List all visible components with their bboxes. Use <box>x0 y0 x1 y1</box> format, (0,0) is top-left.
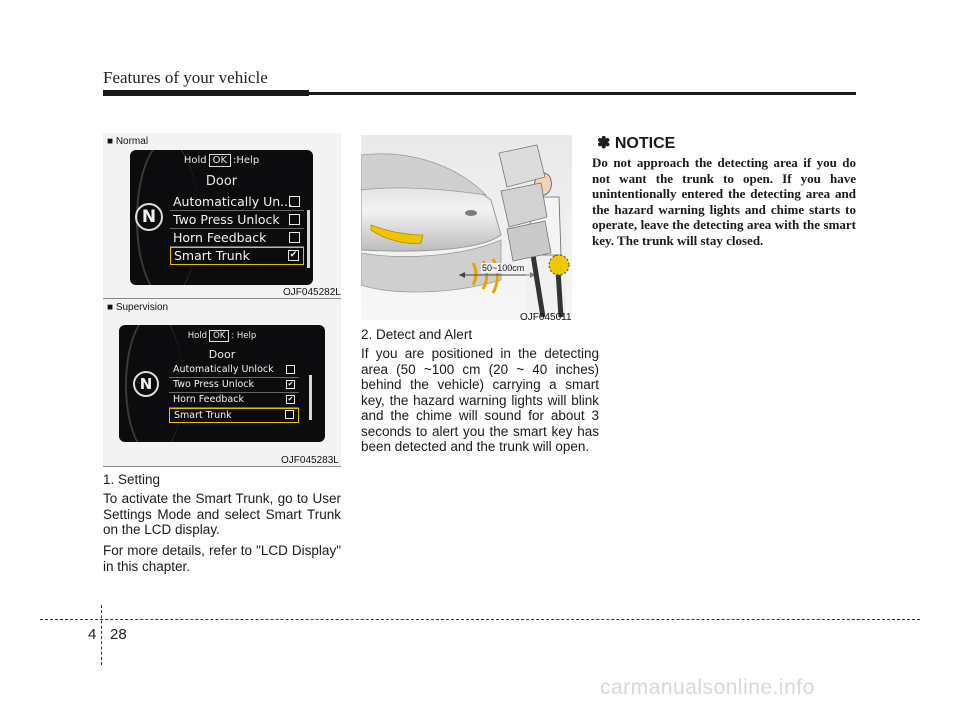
lcd-menu-item-selected <box>170 247 304 265</box>
section-heading-detect-alert: 2. Detect and Alert <box>361 327 473 342</box>
figure-code-supervision: OJF045283L <box>281 455 339 466</box>
chapter-number: 4 <box>88 626 97 643</box>
lcd-menu-item-label: Horn Feedback <box>173 230 267 245</box>
hold-prefix: Hold <box>183 155 207 166</box>
gear-n-icon: N <box>135 203 163 231</box>
checkbox-checked-icon: ✔ <box>289 250 298 260</box>
figure-label-supervision: ■ Supervision <box>107 302 169 313</box>
lcd-menu-item <box>170 193 304 211</box>
checkbox-checked-icon: ✔ <box>287 380 294 388</box>
lcd-scrollbar <box>309 375 312 420</box>
footer-dashed-rule <box>40 619 920 620</box>
hold-suffix: : Help <box>231 331 257 341</box>
lcd-menu-item-label: Two Press Unlock <box>173 212 280 227</box>
notice-text: Do not approach the detecting area if you do not want the trunk to open. If you have unintentionally entered the detecting area and the hazard warning lights and chime starts to operate, leave the detecting area with the smart key. The trunk will stay closed. <box>592 155 856 248</box>
section-heading-setting: 1. Setting <box>103 472 161 487</box>
setting-paragraph-2: For more details, refer to "LCD Display" in this chapter. <box>103 543 341 574</box>
lcd-menu-item-label: Smart Trunk <box>174 248 250 263</box>
hold-prefix: Hold <box>187 331 208 341</box>
lcd-hold-help <box>130 154 313 167</box>
header-rule-accent <box>103 90 309 96</box>
lcd-display-normal <box>130 150 313 285</box>
lcd-menu-item-selected <box>169 408 299 423</box>
lcd-menu-list <box>169 363 299 423</box>
lcd-hold-help <box>119 330 325 342</box>
lcd-menu-item-label: Smart Trunk <box>174 410 232 421</box>
notice-heading: ✽ NOTICE <box>597 135 676 152</box>
watermark: carmanualsonline.info <box>600 676 815 699</box>
lcd-menu-item-label: Automatically Un... <box>173 194 293 209</box>
lcd-display-supervision <box>119 325 325 442</box>
lcd-menu-item <box>169 393 299 408</box>
gear-n-icon: N <box>133 371 159 397</box>
smart-trunk-illustration <box>361 135 572 320</box>
lcd-menu-item-label: Automatically Unlock <box>173 364 274 375</box>
distance-label: 50~100cm <box>482 263 525 273</box>
car-rear-illustration <box>361 135 572 320</box>
lcd-menu-item <box>169 363 299 378</box>
detect-alert-paragraph: If you are positioned in the detecting area (50 ~100 cm (20 ~ 40 inches) behind the vehicle) carrying a smart key, the hazard warning lights will blink and the chime will sound for about 3 seconds to alert you the smart key has been detected and the trunk will open. <box>361 346 599 454</box>
lcd-menu-item-label: Two Press Unlock <box>173 379 255 390</box>
footer-dashed-divider <box>101 605 102 665</box>
lcd-menu-title: Door <box>208 348 236 361</box>
lcd-menu-item <box>169 378 299 393</box>
setting-paragraph-1: To activate the Smart Trunk, go to User Settings Mode and select Smart Trunk on the LCD display. <box>103 491 341 537</box>
checkbox-icon <box>285 410 294 419</box>
figure-label-normal: ■ Normal <box>107 136 149 147</box>
lcd-menu-list <box>170 193 304 265</box>
checkbox-icon <box>289 232 300 243</box>
hold-suffix: :Help <box>233 155 260 166</box>
lcd-menu-item <box>170 211 304 229</box>
checkbox-checked-icon: ✔ <box>287 395 294 403</box>
lcd-scrollbar <box>307 210 310 268</box>
checkbox-icon <box>289 196 300 207</box>
figure-code-illustration: OJF045011 <box>520 312 572 323</box>
checkbox-icon <box>289 214 300 225</box>
lcd-menu-item-label: Horn Feedback <box>173 394 244 405</box>
ok-key-icon: OK <box>209 154 231 167</box>
page-header-title: Features of your vehicle <box>103 68 268 87</box>
lcd-menu-title: Door <box>205 174 238 189</box>
checkbox-icon <box>286 365 295 374</box>
ok-key-icon: OK <box>209 330 229 342</box>
figure-code-normal: OJF045282L <box>283 287 341 298</box>
lcd-menu-item <box>170 229 304 247</box>
page-number: 28 <box>110 626 127 643</box>
